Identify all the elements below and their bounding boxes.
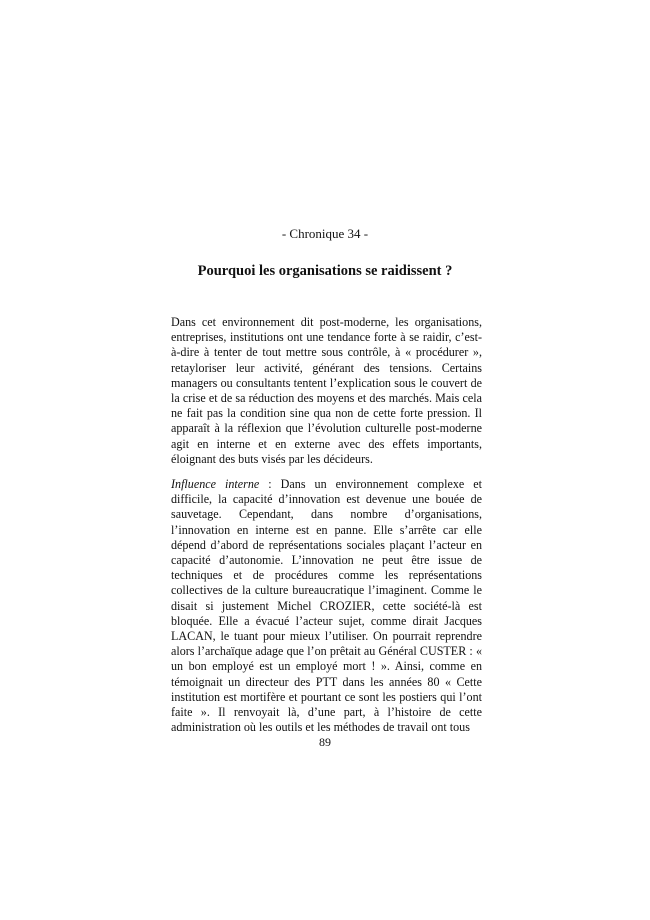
paragraph-body: : Dans un environnement complexe et difficile, la capacité d’innovation est devenue une bouée de sauvetage. Cependant, dans nombre d’organisations, l’innovation en interne est en panne. Elle s’arrête car elle dépend d’abord de représentations sociales plaçant l’acteur en capacité d’autonomie. L’innovation ne peut être issue de techniques et de procédures comme les représentations collectives de la culture bureaucratique l’imaginent. Comme le disait si justement Michel CROZIER, cette société-là est bloquée. Elle a évacué l’acteur sujet, comme dirait Jacques LACAN, le tuant pour mieux l’utiliser. On pourrait reprendre alors l’archaïque adage que l’on prêtait au Général CUSTER : « un bon employé est un employé mort ! ». Ainsi, comme en témoignait un directeur des PTT dans les années 80 « Cette institution est mortifère et pourtant ce sont les postiers qui l’ont faite ». Il renvoyait là, d’une part, à l’histoire de cette administration où les outils et les méthodes de travail ont tous: [171, 477, 482, 735]
chapter-label: - Chronique 34 -: [281, 226, 369, 241]
paragraph-intro: Dans cet environnement dit post-moderne, les organisations, entreprises, institutions ont une tendance forte à se raidir, c’est-à-dire à tenter de tout mettre sous contrôle, à « procédurer », retayloriser leur activité, générant des tensions. Certains managers ou consultants tentent l’explication sous le couvert de la crise et de sa réduction des moyens et des marchés. Mais cela ne fait pas la condition sine qua non de cette forte pression. Il apparaît à la réflexion que l’évolution culturelle post-moderne agit en interne et en externe avec des effets importants, éloignant des buts visés par les décideurs.: [171, 315, 482, 466]
paragraph-influence-interne: [171, 477, 482, 735]
paragraph-lead-heading: Influence interne: [171, 477, 260, 491]
page-number: 89: [319, 735, 331, 749]
chapter-title: Pourquoi les organisations se raidissent ?: [197, 263, 453, 279]
